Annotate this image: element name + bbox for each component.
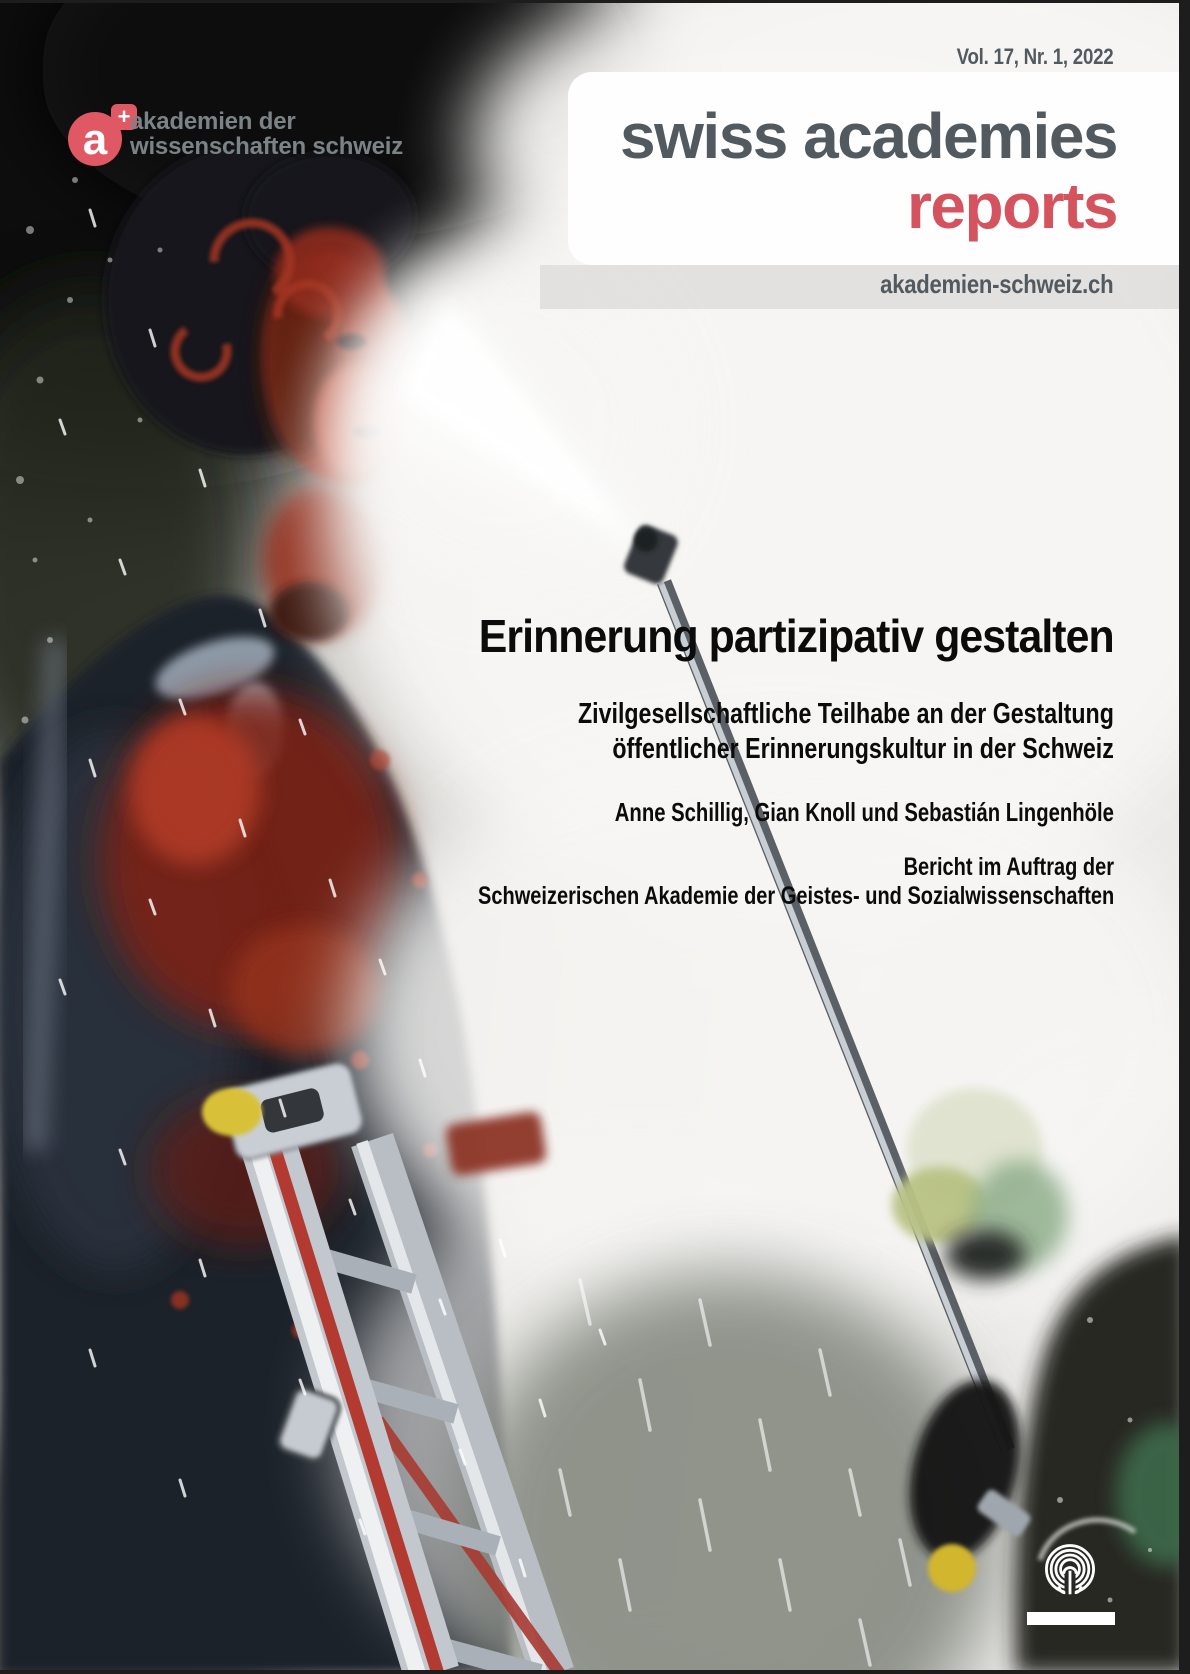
a-plus-circle-icon: a xyxy=(68,112,122,166)
labyrinth-baseline xyxy=(1027,1612,1115,1625)
frame-right xyxy=(1179,0,1190,1674)
frame-top xyxy=(0,0,1190,3)
subtitle-line1: Zivilgesellschaftliche Teilhabe an der Gestaltung xyxy=(578,698,1114,730)
publisher-logo xyxy=(68,100,488,180)
cover-title: Erinnerung partizipativ gestalten xyxy=(479,610,1114,662)
labyrinth-icon xyxy=(1036,1544,1104,1610)
commission-line2: Schweizerischen Akademie der Geistes- und Sozialwissenschaften xyxy=(477,882,1114,910)
frame-bottom xyxy=(0,1670,1190,1674)
commission-note xyxy=(319,853,1114,911)
series-type: reports xyxy=(907,170,1117,242)
publisher-name-line2: wissenschaften schweiz xyxy=(130,133,404,160)
volume-label: Vol. 17, Nr. 1, 2022 xyxy=(956,44,1113,69)
cover-subtitle xyxy=(444,697,1114,767)
commission-line1: Bericht im Auftrag der xyxy=(903,853,1114,881)
cover-authors: Anne Schillig, Gian Knoll und Sebastián Lingenhöle xyxy=(614,797,1114,827)
publisher-name-line1: akademien der xyxy=(130,108,296,135)
publisher-name xyxy=(130,109,403,159)
subtitle-line2: öffentlicher Erinnerungskultur in der Schweiz xyxy=(612,733,1114,765)
masthead-box xyxy=(568,72,1179,265)
publisher-website: akademien-schweiz.ch xyxy=(879,269,1113,299)
plus-icon: + xyxy=(111,104,137,130)
series-title: swiss academies xyxy=(620,100,1117,172)
